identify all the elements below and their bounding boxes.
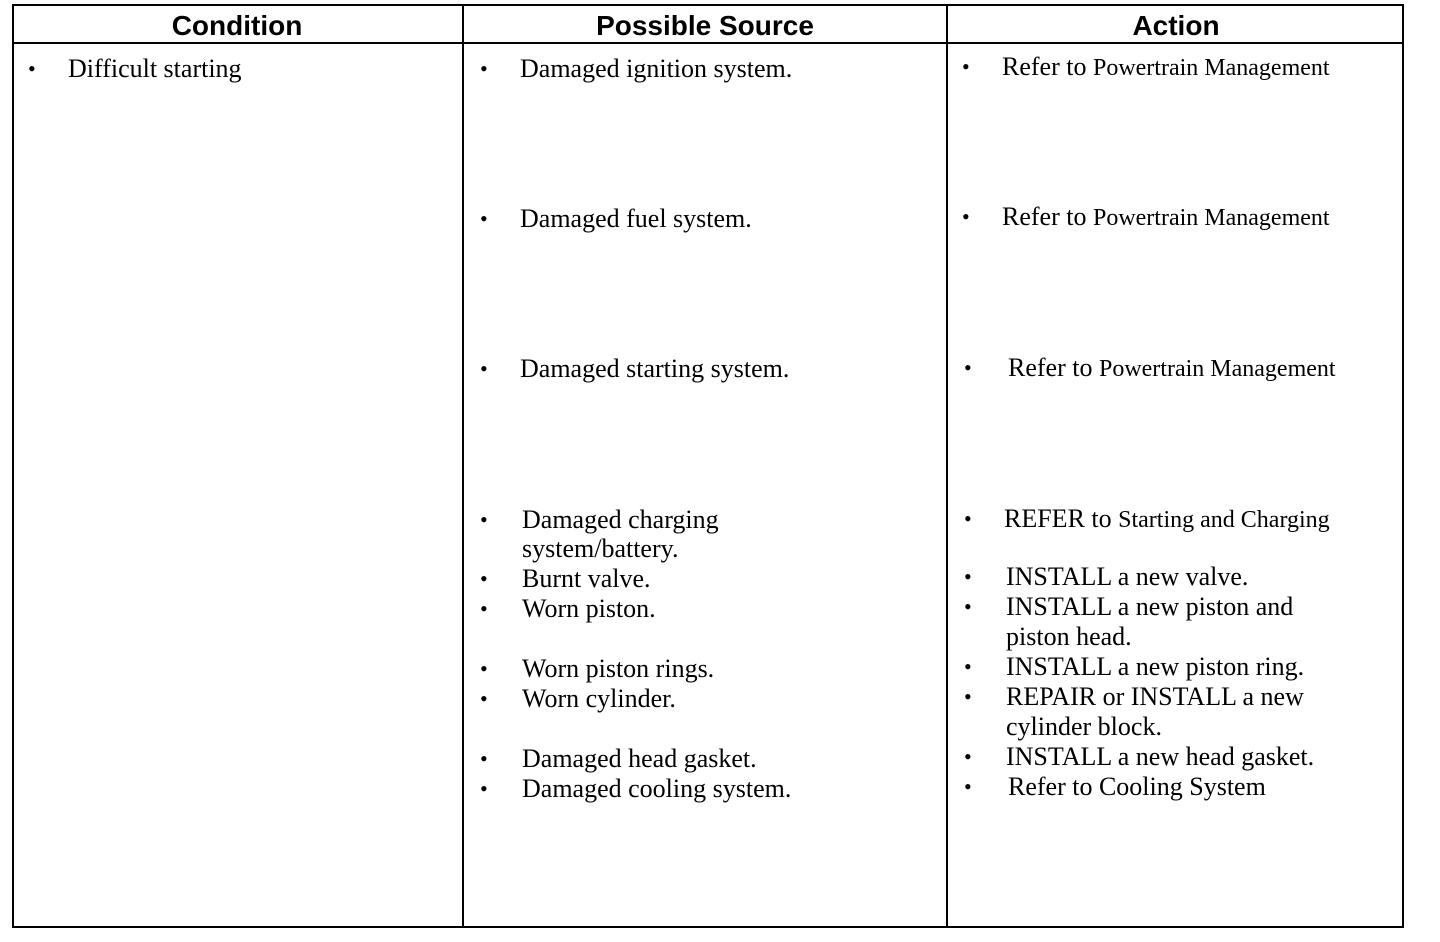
header-condition: Condition <box>171 10 303 41</box>
bullet-icon: • <box>962 54 970 79</box>
source-item: Worn cylinder. <box>522 684 676 713</box>
source-item: Damaged fuel system. <box>520 204 752 233</box>
column-divider-1 <box>462 4 464 928</box>
bullet-icon: • <box>964 355 972 380</box>
bullet-icon: • <box>964 594 972 619</box>
source-item: Worn piston rings. <box>522 654 715 683</box>
bullet-icon: • <box>964 564 972 589</box>
action-lead: Refer to <box>1008 353 1093 382</box>
action-item: REPAIR or INSTALL a new <box>1006 682 1304 711</box>
bullet-icon: • <box>480 507 488 532</box>
action-item: Refer to Cooling System <box>1008 772 1266 801</box>
bullet-icon: • <box>480 566 488 591</box>
bullet-icon: • <box>964 684 972 709</box>
bullet-icon: • <box>480 656 488 681</box>
source-item-continued: system/battery. <box>522 534 679 563</box>
source-item: Damaged head gasket. <box>522 744 757 773</box>
header-action: Action <box>1132 10 1220 41</box>
action-lead: Refer to <box>1002 202 1087 231</box>
source-item: Damaged cooling system. <box>522 774 792 803</box>
action-reference: Powertrain Management <box>1098 356 1336 382</box>
action-item <box>1002 52 1330 83</box>
action-reference: Powertrain Management <box>1092 55 1330 81</box>
action-item: INSTALL a new piston and <box>1006 592 1294 621</box>
bullet-icon: • <box>964 654 972 679</box>
bullet-icon: • <box>480 206 488 231</box>
bullet-icon: • <box>480 746 488 771</box>
action-lead: Refer to <box>1002 52 1087 81</box>
action-item-continued: piston head. <box>1006 622 1132 651</box>
action-lead: REFER to <box>1004 504 1112 533</box>
bullet-icon: • <box>964 744 972 769</box>
source-item: Worn piston. <box>522 594 656 623</box>
header-possible-source: Possible Source <box>596 10 814 41</box>
bullet-icon: • <box>480 686 488 711</box>
bullet-icon: • <box>962 204 970 229</box>
bullet-icon: • <box>964 506 972 531</box>
action-item <box>1008 353 1336 384</box>
source-item: Damaged ignition system. <box>520 54 793 83</box>
bullet-icon: • <box>480 356 488 381</box>
action-reference: Starting and Charging <box>1118 507 1330 533</box>
action-item <box>1002 202 1330 233</box>
action-reference: Powertrain Management <box>1092 205 1330 231</box>
bullet-icon: • <box>964 774 972 799</box>
action-item-continued: cylinder block. <box>1006 712 1162 741</box>
source-item: Damaged starting system. <box>520 354 790 383</box>
action-item: INSTALL a new head gasket. <box>1006 742 1315 771</box>
bullet-icon: • <box>480 776 488 801</box>
bullet-icon: • <box>28 56 36 81</box>
action-item: INSTALL a new piston ring. <box>1006 652 1305 681</box>
bullet-icon: • <box>480 596 488 621</box>
source-item: Damaged charging <box>522 505 719 534</box>
action-item <box>1004 504 1330 535</box>
column-divider-2 <box>946 4 948 928</box>
bullet-icon: • <box>480 56 488 81</box>
source-item: Burnt valve. <box>522 564 651 593</box>
action-item: INSTALL a new valve. <box>1006 562 1249 591</box>
condition-item: Difficult starting <box>68 54 242 83</box>
